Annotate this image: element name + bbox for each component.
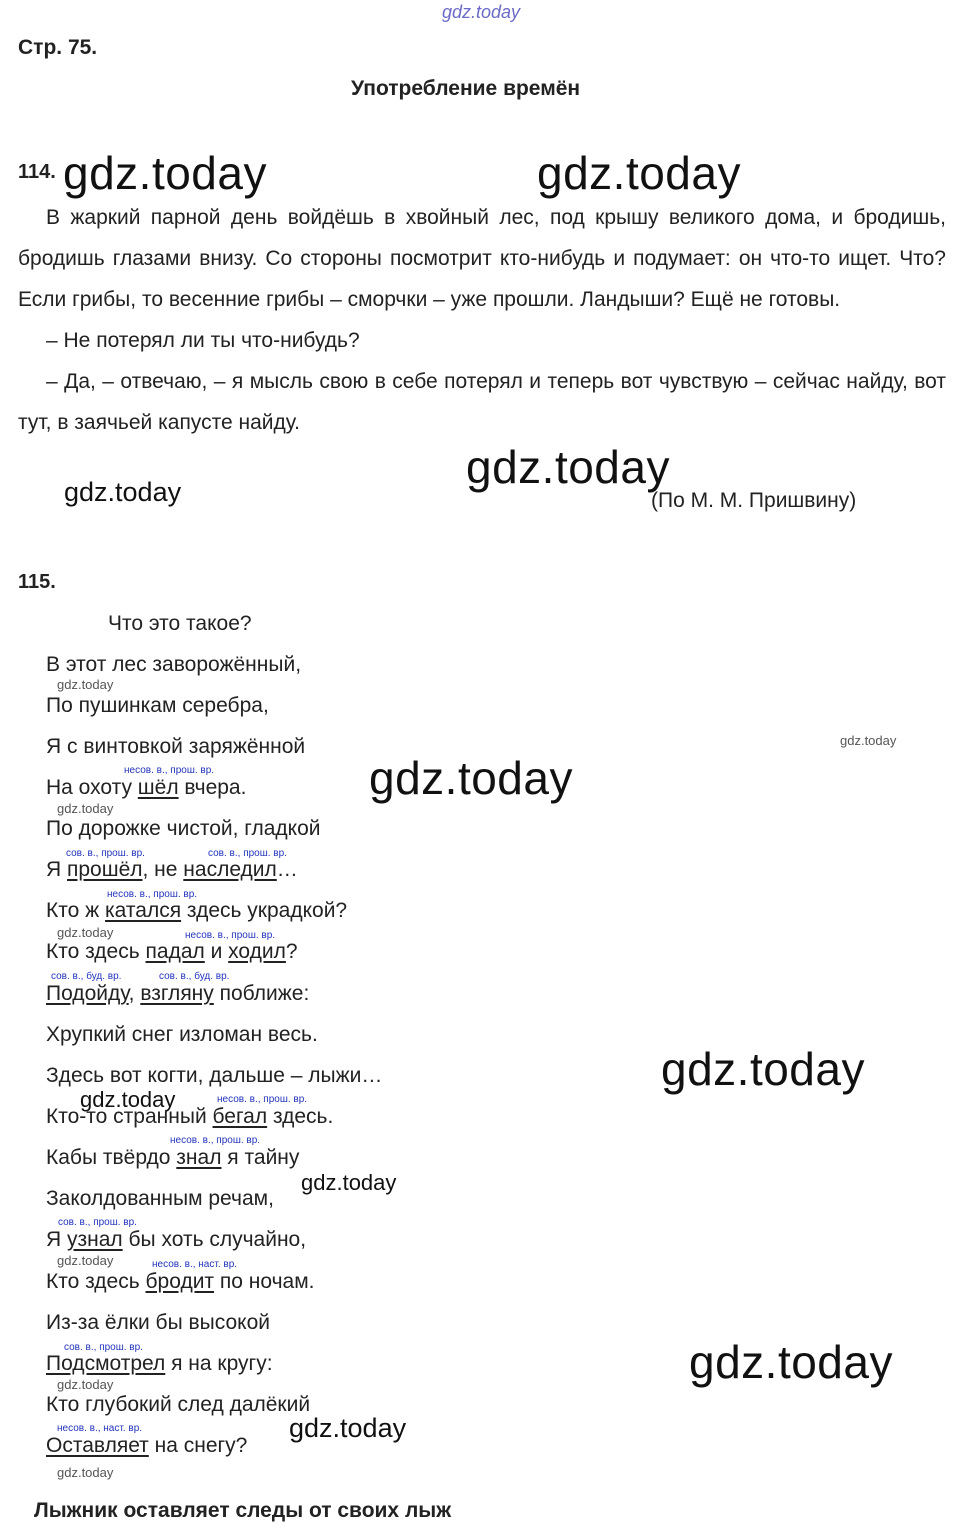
page-label: Стр. 75. [18, 36, 98, 59]
poem-line: Кабы твёрдо знал я тайну [46, 1146, 300, 1169]
verb: Подсмотрел [46, 1352, 166, 1375]
poem-line: Я с винтовкой заряжённой [46, 735, 306, 758]
poem-line: Я прошёл, не наследил… [46, 858, 298, 881]
watermark: gdz.today [57, 1377, 114, 1392]
verb: наследил [183, 858, 277, 881]
grammar-note: несов. в., наст. вр. [57, 1423, 143, 1434]
top-watermark: gdz.today [442, 2, 521, 22]
watermark: gdz.today [63, 147, 267, 199]
poem-line: Здесь вот когти, дальше – лыжи… [46, 1064, 383, 1087]
verb: узнал [67, 1228, 123, 1251]
poem-title: Что это такое? [108, 612, 252, 635]
poem-line: Я узнал бы хоть случайно, [46, 1228, 307, 1251]
watermark: gdz.today [57, 677, 114, 692]
watermark: gdz.today [369, 752, 573, 804]
poem-line: Кто глубокий след далёкий [46, 1393, 311, 1416]
grammar-note: несов. в., наст. вр. [152, 1259, 238, 1270]
watermark: gdz.today [57, 801, 114, 816]
grammar-note: сов. в., прош. вр. [66, 848, 145, 859]
poem-line: Подойду, взгляну поближе: [46, 982, 310, 1005]
verb: шёл [137, 776, 179, 799]
exercise-114-text [18, 197, 946, 443]
grammar-note: несов. в., прош. вр. [185, 930, 276, 941]
section-title: Употребление времён [351, 77, 581, 100]
watermark: gdz.today [57, 1253, 114, 1268]
poem-line: Хрупкий снег изломан весь. [46, 1023, 318, 1046]
exercise-114-paragraph: – Не потерял ли ты что-нибудь? [46, 329, 360, 352]
grammar-note: несов. в., прош. вр. [170, 1135, 261, 1146]
poem-line: Из-за ёлки бы высокой [46, 1311, 270, 1334]
watermark: gdz.today [57, 925, 114, 940]
verb: бегал [212, 1105, 268, 1128]
grammar-note: несов. в., прош. вр. [124, 765, 215, 776]
watermark: gdz.today [80, 1087, 176, 1112]
grammar-note: сов. в., буд. вр. [51, 971, 122, 982]
verb: Подойду [46, 982, 129, 1005]
poem-line: На охоту шёл вчера. [46, 776, 247, 799]
poem-line: Кто здесь падал и ходил? [46, 940, 298, 963]
poem-line: По пушинкам серебра, [46, 694, 269, 717]
watermark: gdz.today [537, 147, 741, 199]
poem-line: В этот лес заворожённый, [46, 653, 302, 676]
answer: Лыжник оставляет следы от своих лыж [34, 1499, 452, 1522]
verb: Оставляет [46, 1434, 149, 1457]
watermark: gdz.today [57, 1465, 114, 1480]
verb: взгляну [140, 982, 214, 1005]
poem-line: Оставляет на снегу? [46, 1434, 248, 1457]
grammar-note: сов. в., буд. вр. [159, 971, 230, 982]
exercise-114-paragraph: В жаркий парной день войдёшь в хвойный лес, под крышу великого дома, и бродишь, бродишь глазами внизу. Со стороны посмотрит кто-нибудь и подумает: он что-то ищет. Что? Если грибы, то весенние грибы – сморчки – уже прошли. Ландыши? Ещё не готовы. [18, 206, 946, 311]
poem-line: По дорожке чистой, гладкой [46, 817, 321, 840]
exercise-115-number: 115. [18, 571, 56, 593]
grammar-note: сов. в., прош. вр. [64, 1342, 143, 1353]
watermark: gdz.today [301, 1170, 397, 1195]
verb: падал [145, 940, 205, 963]
verb: знал [176, 1146, 222, 1169]
verb: бродит [145, 1270, 215, 1293]
poem-line: Подсмотрел я на кругу: [46, 1352, 273, 1375]
poem-line: Заколдованным речам, [46, 1187, 274, 1210]
quote-source: (По М. М. Пришвину) [651, 489, 857, 512]
watermark: gdz.today [466, 441, 670, 493]
watermark: gdz.today [689, 1336, 893, 1388]
watermark: gdz.today [840, 733, 897, 748]
grammar-note: сов. в., прош. вр. [208, 848, 287, 859]
watermark: gdz.today [64, 477, 182, 507]
watermark: gdz.today [289, 1413, 407, 1443]
exercise-114-number: 114. [18, 161, 56, 183]
watermark: gdz.today [661, 1043, 865, 1095]
verb: ходил [228, 940, 286, 963]
poem-line: Кто ж катался здесь украдкой? [46, 899, 348, 922]
verb: катался [105, 899, 182, 922]
grammar-note: несов. в., прош. вр. [217, 1094, 308, 1105]
grammar-note: несов. в., прош. вр. [107, 889, 198, 900]
exercise-114-paragraph: – Да, – отвечаю, – я мысль свою в себе потерял и теперь вот чувствую – сейчас найду, вот тут, в заячьей капусте найду. [18, 370, 946, 434]
poem-line: Кто-то странный бегал здесь. [46, 1105, 334, 1128]
grammar-note: сов. в., прош. вр. [58, 1217, 137, 1228]
poem-line: Кто здесь бродит по ночам. [46, 1270, 315, 1293]
verb: прошёл [67, 858, 143, 881]
